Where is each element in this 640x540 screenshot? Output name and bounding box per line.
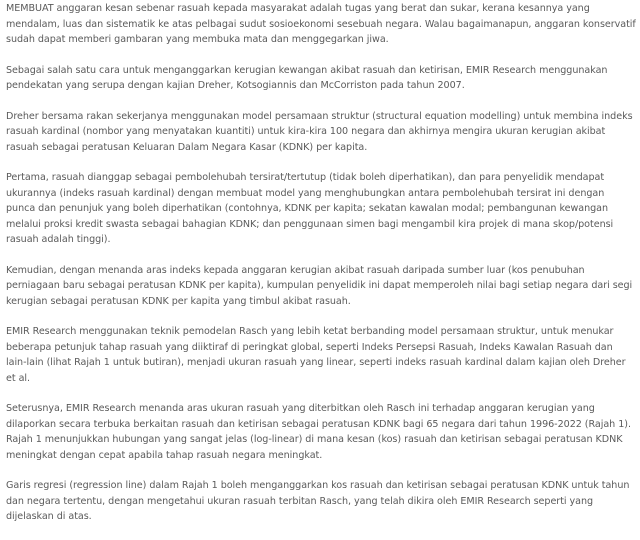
paragraph-figure-1: Seterusnya, EMIR Research menanda aras ukuran rasuah yang diterbitkan oleh Rasch ini terhadap anggaran kerugian yang dilaporkan secara terbuka berkaitan rasuah dan ketirisan sebagai peratusan KDNK bagi 65 negara dari tahun 1996-2022 (Rajah 1). Rajah 1 menunjukkan hubungan yang sangat jelas (log-linear) di mana kesan (kos) rasuah dan ketirisan sebagai peratusan KDNK meningkat dengan cepat apabila tahap rasuah negara meningkat. [6,403,631,461]
paragraph-benchmark: Kemudian, dengan menanda aras indeks kepada anggaran kerugian akibat rasuah daripada sumber luar (kos penubuhan perniagaan baru sebagai peratusan KDNK per kapita), kumpulan penyelidik ini dapat memperoleh nilai bagi setiap negara dari segi kerugian sebagai peratusan KDNK per kapita yang timbul akibat rasuah. [6,264,633,307]
paragraph-first-step: Pertama, rasuah dianggap sebagai pembolehubah tersirat/tertutup (tidak boleh diperhatikan), dan para penyelidik mendapat ukurannya (indeks rasuah kardinal) dengan membuat model yang menghubungkan antara pembolehubah tersirat ini dengan punca dan penunjuk yang boleh diperhatikan (contohnya, KDNK per kapita; sekatan kawalan modal; pembangunan kewangan melalui proksi kredit swasta sebagai bahagian KDNK; dan penggunaan simen bagi mengambil kira projek di mana skop/potensi rasuah adalah tinggi). [6,172,614,245]
paragraph-approach: Sebagai salah satu cara untuk menganggarkan kerugian kewangan akibat rasuah dan ketirisan, EMIR Research menggunakan pendekatan yang serupa dengan kajian Dreher, Kotsogiannis dan McCorriston pada tahun 2007. [6,64,608,91]
article-body [6,1,636,540]
paragraph-intro: MEMBUAT anggaran kesan sebenar rasuah kepada masyarakat adalah tugas yang berat dan sukar, kerana kesannya yang mendalam, luas dan sistematik ke atas pelbagai sudut sosioekonomi sesebuah negara. Walau bagaimanapun, anggaran konservatif sudah dapat memberi gambaran yang membuka mata dan menggegarkan jiwa. [6,3,636,45]
paragraph-regression: Garis regresi (regression line) dalam Rajah 1 boleh menganggarkan kos rasuah dan ketirisan sebagai peratusan KDNK untuk tahun dan negara tertentu, dengan mengetahui ukuran rasuah terbitan Rasch, yang telah dikira oleh EMIR Research seperti yang dijelaskan di atas. [6,480,630,522]
paragraph-dreher-model: Dreher bersama rakan sekerjanya menggunakan model persamaan struktur (structural equation modelling) untuk membina indeks rasuah kardinal (nombor yang menyatakan kuantiti) untuk kira-kira 100 negara dan akhirnya mengira ukuran kerugian akibat rasuah sebagai peratusan Keluaran Dalam Negara Kasar (KDNK) per kapita. [6,110,633,153]
paragraph-rasch: EMIR Research menggunakan teknik pemodelan Rasch yang lebih ketat berbanding model persamaan struktur, untuk menukar beberapa petunjuk tahap rasuah yang diiktiraf di peringkat global, seperti Indeks Persepsi Rasuah, Indeks Kawalan Rasuah dan lain-lain (lihat Rajah 1 untuk butiran), menjadi ukuran rasuah yang linear, seperti indeks rasuah kardinal dalam kajian oleh Dreher et al. [6,326,626,384]
